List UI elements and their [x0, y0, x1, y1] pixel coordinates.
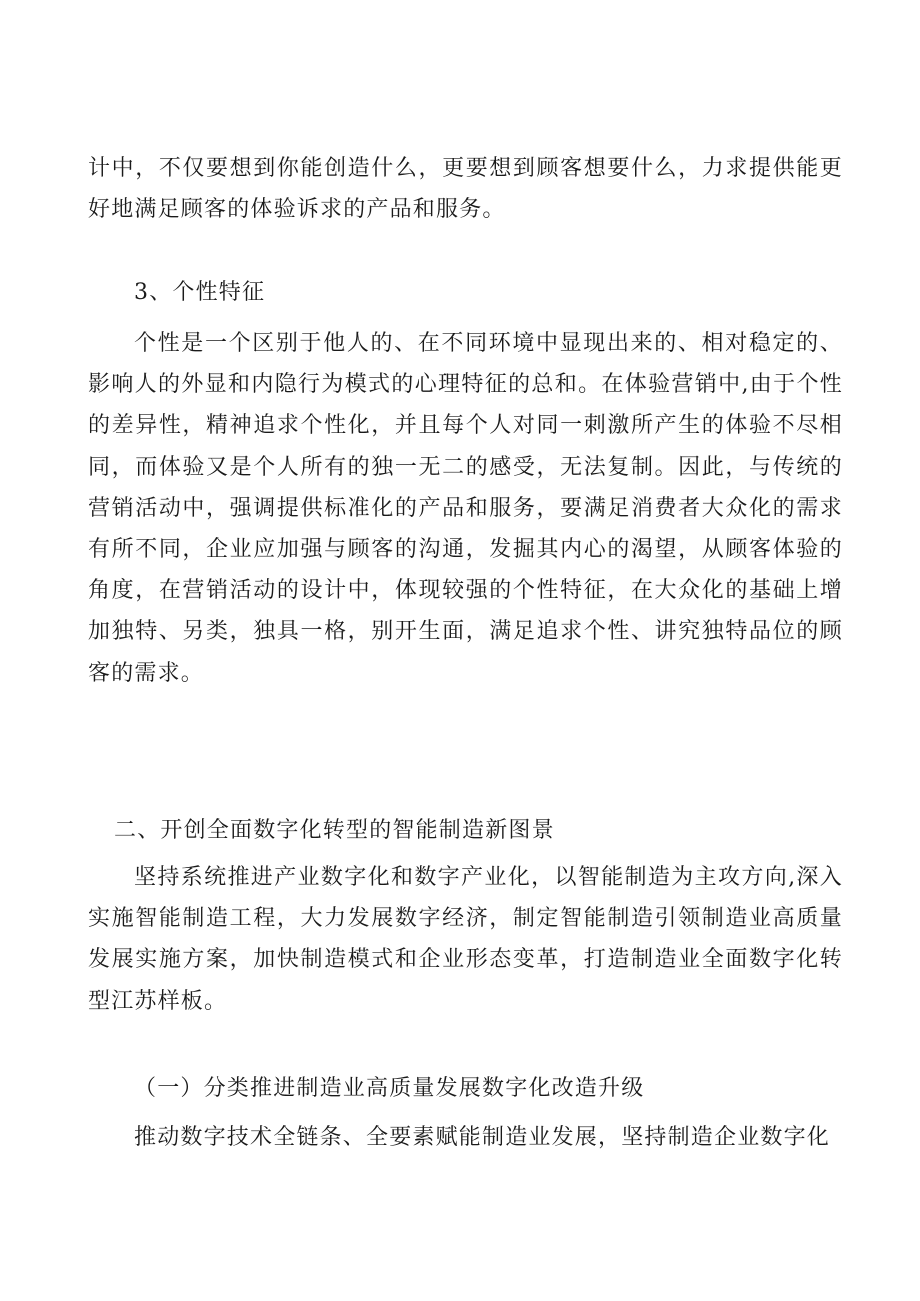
chapter-2-paragraph: 坚持系统推进产业数字化和数字产业化，以智能制造为主攻方向,深入实施智能制造工程，大力发展数字经济，制定智能制造引领制造业高质量发展实施方案，加快制造模式和企业形态变革，打造制造业全面数字化转型江苏样板。 — [88, 865, 843, 1014]
continuation-paragraph: 计中，不仅要想到你能创造什么，更要想到顾客想要什么，力求提供能更好地满足顾客的体验诉求的产品和服务。 — [88, 156, 843, 223]
section-3-heading: 3、个性特征 — [134, 280, 266, 305]
section-3-paragraph: 个性是一个区别于他人的、在不同环境中显现出来的、相对稳定的、影响人的外显和内隐行为模式的心理特征的总和。在体验营销中,由于个性的差异性，精神追求个性化，并且每个人对同一刺激所产生的体验不尽相同，而体验又是个人所有的独一无二的感受，无法复制。因此，与传统的营销活动中，强调提供标准化的产品和服务，要满足消费者大众化的需求有所不同，企业应加强与顾客的沟通，发掘其内心的渴望，从顾客体验的角度，在营销活动的设计中，体现较强的个性特征，在大众化的基础上增加独特、另类，独具一格，别开生面，满足追求个性、讲究独特品位的顾客的需求。 — [88, 331, 843, 686]
subsection-1-heading: （一）分类推进制造业高质量发展数字化改造升级 — [134, 1076, 645, 1101]
chapter-2-heading: 二、开创全面数字化转型的智能制造新图景 — [114, 818, 555, 843]
subsection-1-paragraph: 推动数字技术全链条、全要素赋能制造业发展，坚持制造企业数字化 — [134, 1125, 831, 1150]
